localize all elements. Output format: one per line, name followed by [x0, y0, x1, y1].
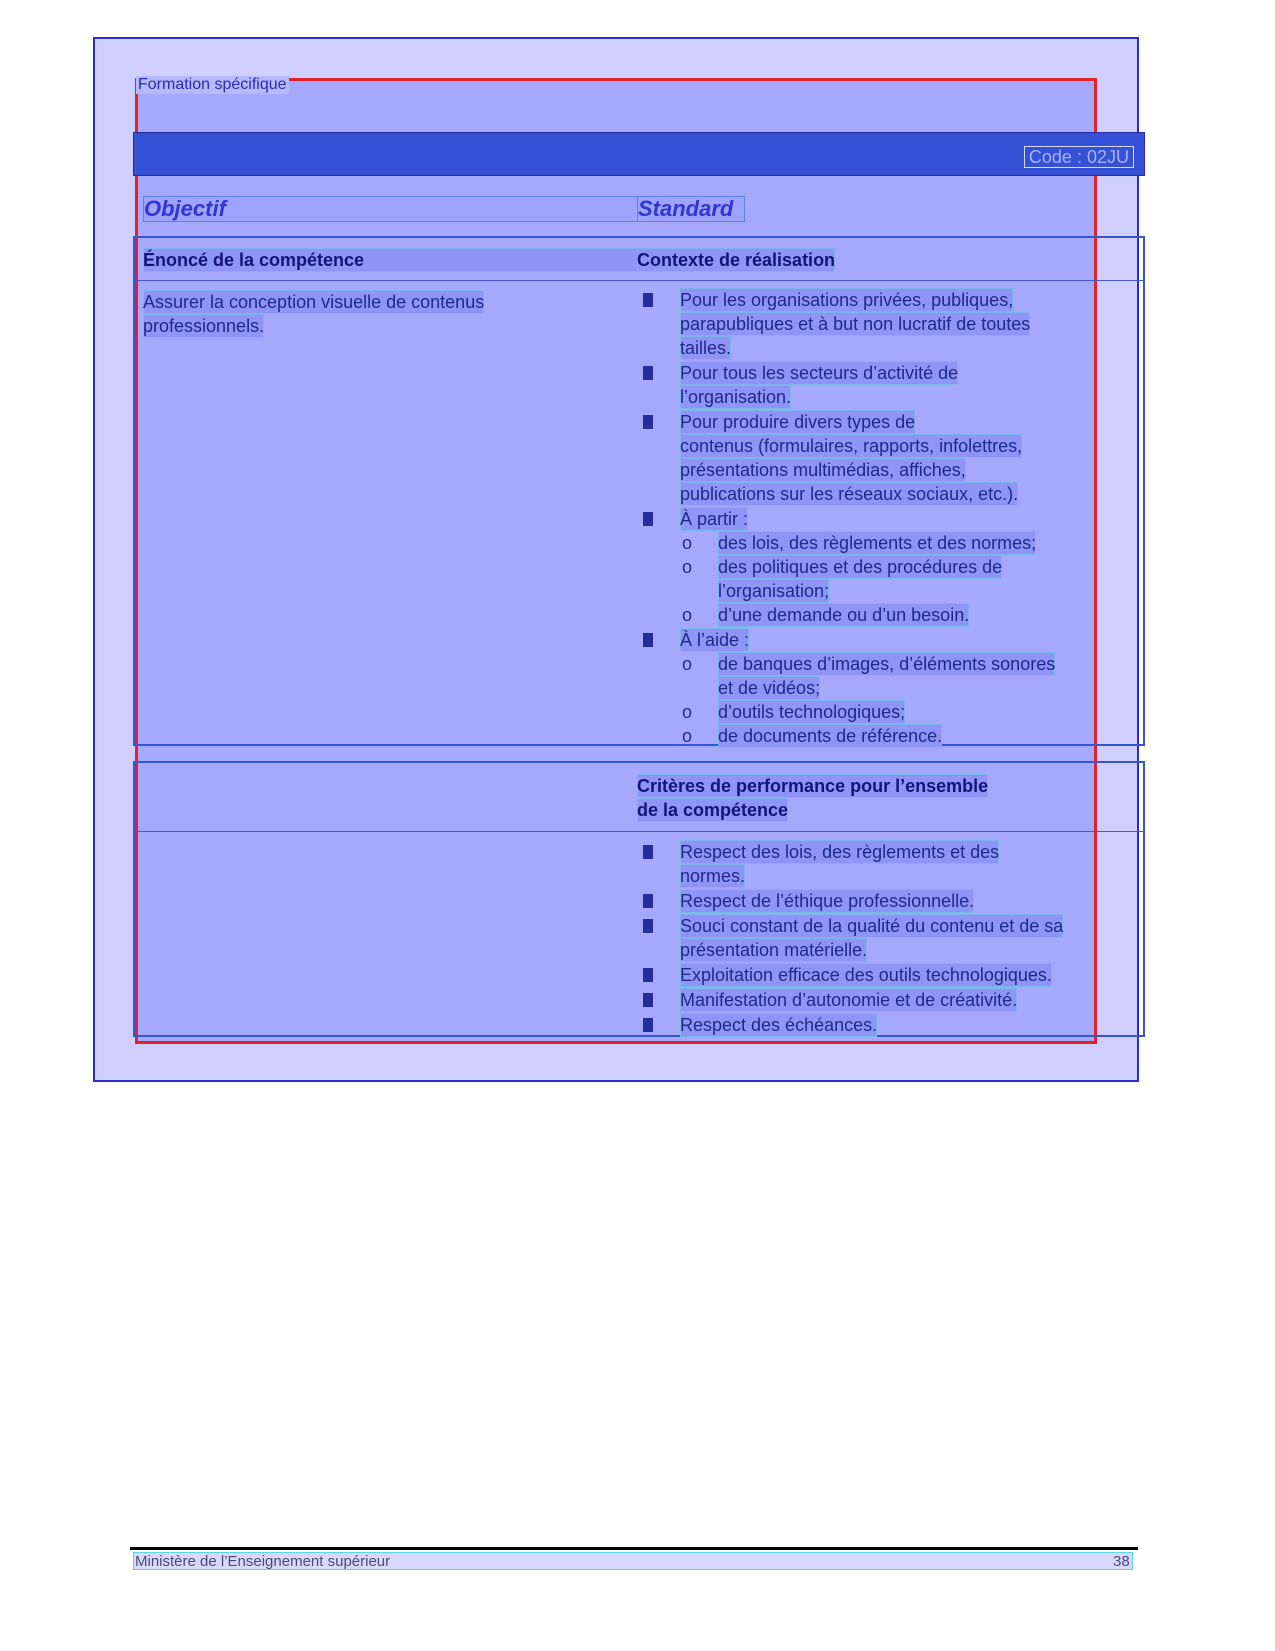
- bullet-icon: [643, 293, 653, 307]
- performance-item-line: Respect de l’éthique professionnelle.: [680, 891, 975, 911]
- competence-statement-heading: Énoncé de la compétence: [143, 248, 638, 272]
- performance-item-line: Manifestation d’autonomie et de créativité.: [680, 990, 1018, 1010]
- bullet-icon: [643, 633, 653, 647]
- performance-item-line: Exploitation efficace des outils technologiques.: [680, 965, 1052, 985]
- context-subitem-line: de documents de référence.: [718, 726, 943, 746]
- context-item-line: Pour tous les secteurs d’activité de: [680, 363, 959, 383]
- objectif-title: Objectif: [143, 196, 638, 222]
- context-item-line: contenus (formulaires, rapports, infolettres,: [680, 436, 1023, 456]
- context-item-line: Pour produire divers types de: [680, 412, 916, 432]
- context-item-line: Pour les organisations privées, publiques,: [680, 290, 1014, 310]
- performance-heading-line: Critères de performance pour l’ensemble: [637, 776, 989, 796]
- context-item-line: l’organisation.: [680, 387, 792, 407]
- standard-title: Standard: [637, 196, 745, 222]
- context-item-line: présentations multimédias, affiches,: [680, 460, 966, 480]
- bullet-icon: [643, 415, 653, 429]
- table-header-divider: [135, 831, 1143, 832]
- context-subitem-line: et de vidéos;: [718, 678, 821, 698]
- footer-ministry: Ministère de l’Enseignement supérieur: [135, 1553, 391, 1570]
- performance-item-line: Respect des lois, des règlements et des: [680, 842, 1000, 862]
- bullet-icon: [643, 845, 653, 859]
- footer-page-number: 38: [1113, 1553, 1130, 1570]
- context-subitem-line: d’outils technologiques;: [718, 702, 906, 722]
- context-heading: Contexte de réalisation: [637, 250, 836, 270]
- bullet-icon: [643, 1018, 653, 1032]
- sub-bullet-icon: o: [682, 533, 693, 553]
- context-item-line: parapubliques et à but non lucratif de toutes: [680, 314, 1031, 334]
- sub-bullet-icon: o: [682, 557, 693, 577]
- bullet-icon: [643, 366, 653, 380]
- table-header-divider: [135, 280, 1143, 281]
- performance-item-line: Respect des échéances.: [680, 1015, 878, 1035]
- section-label: Formation spécifique: [138, 76, 287, 93]
- context-subitem-line: d’une demande ou d’un besoin.: [718, 605, 970, 625]
- code-band: [133, 132, 1145, 176]
- code-label: Code :: [1028, 147, 1082, 167]
- bullet-icon: [643, 919, 653, 933]
- competence-statement-line: professionnels.: [143, 316, 265, 336]
- sub-bullet-icon: o: [682, 654, 693, 674]
- bullet-icon: [643, 993, 653, 1007]
- context-item-line: À l’aide :: [680, 630, 750, 650]
- competence-statement-line: Assurer la conception visuelle de contenus: [143, 292, 485, 312]
- bullet-icon: [643, 894, 653, 908]
- context-subitem-line: de banques d’images, d’éléments sonores: [718, 654, 1056, 674]
- performance-item-line: Souci constant de la qualité du contenu et de sa: [680, 916, 1064, 936]
- code-box: [1024, 146, 1134, 168]
- sub-bullet-icon: o: [682, 702, 693, 722]
- performance-item-line: présentation matérielle.: [680, 940, 868, 960]
- performance-heading-line: de la compétence: [637, 800, 789, 820]
- context-item-line: À partir :: [680, 509, 749, 529]
- context-subitem-line: des lois, des règlements et des normes;: [718, 533, 1037, 553]
- footer-rule: [130, 1547, 1138, 1550]
- performance-item-line: normes.: [680, 866, 746, 886]
- code-value: 02JU: [1086, 147, 1129, 167]
- context-subitem-line: des politiques et des procédures de: [718, 557, 1003, 577]
- sub-bullet-icon: o: [682, 605, 693, 625]
- context-item-line: publications sur les réseaux sociaux, etc.).: [680, 484, 1019, 504]
- sub-bullet-icon: o: [682, 726, 693, 746]
- context-item-line: tailles.: [680, 338, 732, 358]
- bullet-icon: [643, 968, 653, 982]
- bullet-icon: [643, 512, 653, 526]
- context-subitem-line: l’organisation;: [718, 581, 830, 601]
